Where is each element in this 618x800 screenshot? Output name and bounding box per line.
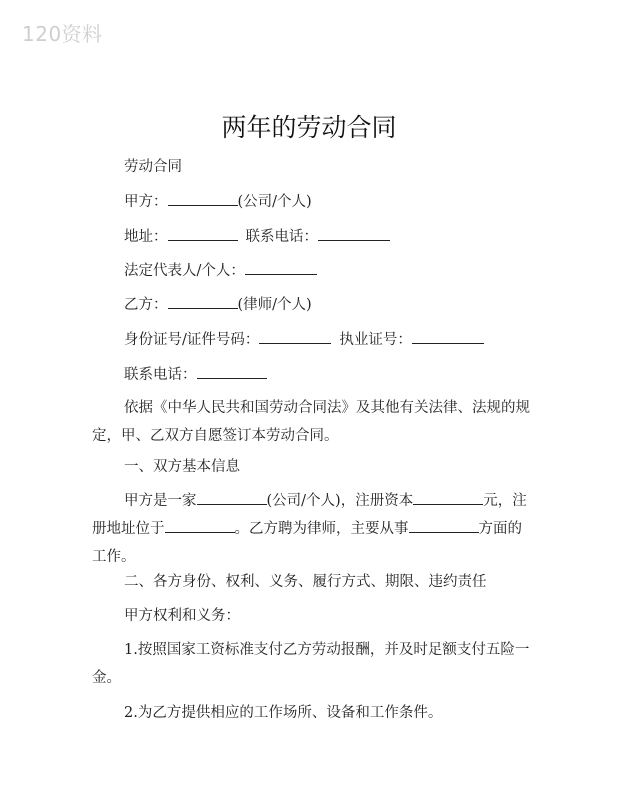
phone-blank	[318, 226, 390, 241]
work-field-blank	[409, 518, 479, 533]
party-b-line	[124, 294, 312, 315]
id-blank	[259, 329, 331, 344]
id-line	[124, 329, 484, 350]
address-blank	[168, 226, 238, 241]
capital-blank	[413, 490, 483, 505]
watermark: 120资料	[22, 22, 103, 46]
contact-phone-label: 联系电话：	[124, 367, 197, 383]
party-a-blank	[168, 191, 238, 206]
section1-paragraph	[92, 487, 532, 571]
section2-heading: 二、各方身份、权利、义务、履行方式、期限、违约责任	[124, 574, 487, 590]
section2-subheading: 甲方权利和义务：	[124, 608, 240, 624]
party-a-suffix: (公司/个人)	[237, 194, 312, 210]
registered-address-blank	[165, 518, 235, 533]
phone-label: 联系电话：	[245, 229, 318, 245]
address-label: 地址：	[124, 229, 168, 245]
section1-text-d: 。乙方聘为律师，主要从事	[234, 521, 409, 537]
legal-rep-blank	[245, 260, 317, 275]
party-b-label: 乙方：	[124, 297, 168, 313]
section2-item-2: 2.为乙方提供相应的工作场所、设备和工作条件。	[124, 705, 443, 721]
legal-rep-label: 法定代表人/个人：	[124, 263, 245, 279]
license-label: 执业证号：	[339, 332, 412, 348]
section1-heading: 一、双方基本信息	[124, 459, 240, 475]
page-title: 两年的劳动合同	[221, 113, 397, 142]
contact-phone-line	[124, 364, 267, 385]
section1-text-b: (公司/个人)，注册资本	[266, 493, 414, 509]
party-b-suffix: (律师/个人)	[237, 297, 312, 313]
address-line	[124, 226, 390, 247]
section1-text-c: 元，注册地址位于	[92, 493, 527, 537]
intro-paragraph: 依据《中华人民共和国劳动合同法》及其他有关法律、法规的规定，甲、乙双方自愿签订本劳动合同。	[92, 400, 530, 444]
party-b-blank	[168, 294, 238, 309]
party-a-line	[124, 191, 312, 212]
subtitle: 劳动合同	[124, 159, 182, 175]
section1-text-a: 甲方是一家	[124, 493, 197, 509]
company-type-blank	[197, 490, 267, 505]
legal-rep-line	[124, 260, 317, 281]
id-label: 身份证号/证件号码：	[124, 332, 260, 348]
contact-phone-blank	[197, 364, 267, 379]
license-blank	[412, 329, 484, 344]
party-a-label: 甲方：	[124, 194, 168, 210]
section1-text-e: 方面的工作。	[92, 521, 522, 565]
section2-item-1: 1.按照国家工资标准支付乙方劳动报酬，并及时足额支付五险一金。	[92, 642, 530, 686]
